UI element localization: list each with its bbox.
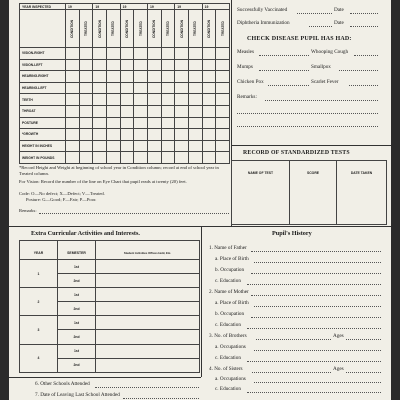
history-title: Pupil's History	[272, 230, 312, 237]
col-header-text: CONDITION	[179, 19, 184, 38]
column-header-row	[20, 10, 230, 48]
record-cell[interactable]	[120, 71, 134, 83]
condition-col-header	[93, 10, 107, 48]
year-cell: 3	[20, 316, 58, 344]
record-cell[interactable]	[188, 105, 202, 117]
record-cell[interactable]	[66, 140, 80, 152]
table-row	[20, 59, 230, 71]
record-cell[interactable]	[202, 117, 216, 129]
year-cell: 1	[20, 260, 58, 288]
record-cell[interactable]	[79, 152, 93, 164]
record-cell[interactable]	[175, 117, 189, 129]
row-label: WEIGHT IN POUNDS	[20, 152, 66, 164]
note-vision: For Vision: Record the number of the line on Eye Chart that pupil reads at twenty (20) feet.	[19, 179, 187, 184]
brothers-label: 3. No. of Brothers	[209, 333, 247, 339]
year-inspected-label: YEAR INSPECTED	[20, 4, 66, 10]
record-cell[interactable]	[216, 94, 230, 106]
record-cell[interactable]	[93, 94, 107, 106]
disease-remarks-label: Remarks:	[237, 94, 257, 100]
semester-cell: 1st	[58, 316, 96, 330]
record-cell[interactable]	[175, 140, 189, 152]
record-cell[interactable]	[106, 94, 120, 106]
record-cell[interactable]	[79, 105, 93, 117]
blank-corner	[20, 10, 66, 48]
record-cell[interactable]	[79, 117, 93, 129]
record-cell[interactable]	[134, 129, 148, 141]
record-cell[interactable]	[202, 152, 216, 164]
record-cell[interactable]	[175, 152, 189, 164]
record-cell[interactable]	[175, 48, 189, 60]
record-cell[interactable]	[66, 48, 80, 60]
record-cell[interactable]	[66, 59, 80, 71]
semester-cell: 1st	[58, 344, 96, 358]
treated-col-header	[216, 10, 230, 48]
condition-col-header	[147, 10, 161, 48]
record-cell[interactable]	[188, 152, 202, 164]
record-cell[interactable]	[120, 59, 134, 71]
table-row	[20, 71, 230, 83]
record-cell[interactable]	[161, 152, 175, 164]
year-col-header	[20, 241, 58, 260]
measles-label: Measles	[237, 49, 254, 55]
mother-label: 2. Name of Mother	[209, 289, 249, 295]
condition-col-header	[202, 10, 216, 48]
record-cell[interactable]	[161, 82, 175, 94]
record-cell[interactable]	[147, 129, 161, 141]
record-cell[interactable]	[161, 129, 175, 141]
record-cell[interactable]	[202, 71, 216, 83]
mother-education-label: c. Education	[215, 322, 241, 328]
record-card	[9, 0, 391, 400]
record-cell[interactable]	[216, 117, 230, 129]
record-cell[interactable]	[134, 82, 148, 94]
record-cell[interactable]	[66, 105, 80, 117]
record-cell[interactable]	[188, 48, 202, 60]
record-cell[interactable]	[120, 140, 134, 152]
row-label: HEARING-RIGHT	[20, 71, 66, 83]
chicken-pox-label: Chicken Pox	[237, 79, 264, 85]
extra-curricular-table	[19, 240, 200, 373]
record-cell[interactable]	[106, 129, 120, 141]
record-cell[interactable]	[66, 71, 80, 83]
row-label: HEARING-LEFT	[20, 82, 66, 94]
record-cell[interactable]	[188, 59, 202, 71]
record-cell[interactable]	[216, 152, 230, 164]
table-row	[20, 105, 230, 117]
col-header-text: CONDITION	[70, 19, 75, 38]
semester-cell: 2nd	[58, 302, 96, 316]
sisters-occupations-label: a. Occupations	[215, 376, 246, 382]
record-cell[interactable]	[93, 129, 107, 141]
record-cell[interactable]	[93, 48, 107, 60]
record-cell[interactable]	[106, 82, 120, 94]
record-cell[interactable]	[216, 82, 230, 94]
record-cell[interactable]	[120, 117, 134, 129]
note-posture: Posture: G—Good; F—Fair; P—Poor.	[26, 197, 97, 202]
record-cell[interactable]	[106, 105, 120, 117]
record-cell[interactable]	[202, 105, 216, 117]
record-cell[interactable]	[202, 48, 216, 60]
date-taken-column	[337, 161, 387, 225]
record-cell[interactable]	[93, 59, 107, 71]
record-cell[interactable]	[188, 129, 202, 141]
semester-cell: 1st	[58, 260, 96, 274]
semester-cell: 2nd	[58, 330, 96, 344]
sisters-label-2: 4. No. of Sisters	[209, 366, 243, 372]
record-cell[interactable]	[106, 140, 120, 152]
record-cell[interactable]	[161, 105, 175, 117]
semester-cell: 2nd	[58, 358, 96, 372]
record-cell[interactable]	[202, 82, 216, 94]
table-row	[20, 117, 230, 129]
table-row	[20, 129, 230, 141]
mother-birth-label: a. Place of Birth	[215, 300, 249, 306]
row-label: TEETH	[20, 94, 66, 106]
record-cell[interactable]	[216, 140, 230, 152]
year-cell: 2	[20, 288, 58, 316]
year-header-text: YEAR	[33, 251, 44, 255]
year-cell: 19	[93, 4, 120, 10]
record-cell[interactable]	[175, 82, 189, 94]
condition-col-header	[66, 10, 80, 48]
record-cell[interactable]	[79, 94, 93, 106]
record-cell[interactable]	[66, 152, 80, 164]
record-cell[interactable]	[134, 105, 148, 117]
record-cell[interactable]	[134, 117, 148, 129]
record-cell[interactable]	[216, 105, 230, 117]
brothers-occupations-label: a. Occupations	[215, 344, 246, 350]
record-cell[interactable]	[120, 94, 134, 106]
table-row	[20, 82, 230, 94]
activity-cell[interactable]	[96, 330, 200, 344]
year-cell: 19	[147, 4, 174, 10]
activity-cell[interactable]	[96, 316, 200, 330]
record-cell[interactable]	[93, 105, 107, 117]
record-cell[interactable]	[106, 117, 120, 129]
table-row	[20, 140, 230, 152]
smallpox-label: Smallpox	[311, 64, 331, 70]
date-taken-header: DATE TAKEN	[350, 171, 373, 175]
row-label: POSTURE	[20, 117, 66, 129]
record-cell[interactable]	[79, 82, 93, 94]
health-inspection-table	[19, 3, 230, 164]
activities-header-text: Student Activities Offices Held, Etc.	[123, 251, 172, 255]
record-cell[interactable]	[175, 71, 189, 83]
record-cell[interactable]	[147, 82, 161, 94]
record-cell[interactable]	[202, 140, 216, 152]
diphtheria-label: Diphtheria Immunization	[237, 20, 290, 26]
condition-col-header	[120, 10, 134, 48]
record-cell[interactable]	[120, 129, 134, 141]
record-cell[interactable]	[93, 140, 107, 152]
brothers-education-label: c. Education	[215, 355, 241, 361]
record-cell[interactable]	[161, 59, 175, 71]
record-cell[interactable]	[134, 152, 148, 164]
activity-row	[20, 260, 200, 274]
tests-table	[231, 160, 387, 225]
semester-header-text: SEMESTER	[67, 251, 86, 255]
treated-col-header	[134, 10, 148, 48]
test-name-header: NAME OF TEST	[247, 171, 274, 175]
treated-col-header	[161, 10, 175, 48]
record-cell[interactable]	[79, 59, 93, 71]
sisters-ages-label: Ages	[333, 366, 344, 372]
record-cell[interactable]	[202, 59, 216, 71]
year-cell: 4	[20, 344, 58, 372]
record-cell[interactable]	[134, 59, 148, 71]
record-cell[interactable]	[216, 59, 230, 71]
record-cell[interactable]	[175, 129, 189, 141]
record-cell[interactable]	[79, 129, 93, 141]
record-cell[interactable]	[202, 129, 216, 141]
father-label: 1. Name of Father	[209, 245, 247, 251]
record-cell[interactable]	[120, 105, 134, 117]
col-header-text: TREATED	[83, 21, 88, 36]
activity-cell[interactable]	[96, 274, 200, 288]
row-label: VISION-LEFT	[20, 59, 66, 71]
record-cell[interactable]	[93, 82, 107, 94]
record-cell[interactable]	[175, 105, 189, 117]
record-cell[interactable]	[147, 94, 161, 106]
record-cell[interactable]	[161, 117, 175, 129]
record-cell[interactable]	[106, 48, 120, 60]
vaccinated-date-label: Date	[334, 7, 344, 13]
extra-title: Extra Curricular Activities and Interests.	[31, 230, 140, 237]
record-cell[interactable]	[134, 71, 148, 83]
table-row	[20, 152, 230, 164]
record-cell[interactable]	[147, 71, 161, 83]
father-occupation-label: b. Occupation	[215, 267, 245, 273]
score-column	[290, 161, 337, 225]
record-cell[interactable]	[161, 48, 175, 60]
mumps-label: Mumps	[237, 64, 253, 70]
year-cell: 19	[202, 4, 229, 10]
col-header-text: CONDITION	[206, 19, 211, 38]
col-header-text: TREATED	[138, 21, 143, 36]
note-record: *Record Height and Weight at beginning of school year in Condition column; record at end of school year in Treated column.	[19, 165, 219, 176]
year-cell: 19	[175, 4, 202, 10]
record-cell[interactable]	[147, 140, 161, 152]
mother-occupation-label: b. Occupation	[215, 311, 245, 317]
condition-col-header	[175, 10, 189, 48]
other-schools-label: 6. Other Schools Attended	[35, 381, 90, 387]
record-cell[interactable]	[147, 48, 161, 60]
col-header-text: CONDITION	[152, 19, 157, 38]
record-cell[interactable]	[147, 117, 161, 129]
remarks-label: Remarks:	[19, 208, 37, 213]
disease-title: CHECK DISEASE PUPIL HAS HAD:	[247, 36, 352, 42]
brothers-ages-label: Ages	[333, 333, 344, 339]
table-row	[20, 94, 230, 106]
activity-row	[20, 288, 200, 302]
leaving-date-label: 7. Date of Leaving Last School Attended	[35, 392, 120, 398]
sisters-education-label: c. Education	[215, 386, 241, 392]
activity-row	[20, 344, 200, 358]
record-cell[interactable]	[188, 82, 202, 94]
col-header-text: CONDITION	[124, 19, 129, 38]
record-cell[interactable]	[134, 94, 148, 106]
vaccinated-label: Successfully Vaccinated	[237, 7, 288, 13]
row-label: *GROWTH	[20, 129, 66, 141]
record-cell[interactable]	[188, 117, 202, 129]
record-cell[interactable]	[216, 129, 230, 141]
record-cell[interactable]	[66, 129, 80, 141]
diphtheria-date-label: Date	[334, 20, 344, 26]
row-label: VISION-RIGHT	[20, 48, 66, 60]
note-code: Code: O—No defect; X—Defect; V—Treated.	[19, 191, 105, 196]
score-header: SCORE	[306, 171, 320, 175]
record-cell[interactable]	[66, 82, 80, 94]
tests-title: RECORD OF STANDARDIZED TESTS	[243, 150, 350, 156]
record-cell[interactable]	[147, 59, 161, 71]
activity-cell[interactable]	[96, 358, 200, 372]
record-cell[interactable]	[134, 140, 148, 152]
activity-cell[interactable]	[96, 344, 200, 358]
record-cell[interactable]	[147, 105, 161, 117]
col-header-text: TREATED	[165, 21, 170, 36]
record-cell[interactable]	[66, 117, 80, 129]
scarlet-fever-label: Scarlet Fever	[311, 79, 339, 85]
record-cell[interactable]	[175, 94, 189, 106]
record-cell[interactable]	[120, 48, 134, 60]
record-cell[interactable]	[106, 59, 120, 71]
year-cell: 19	[66, 4, 93, 10]
record-cell[interactable]	[120, 82, 134, 94]
record-cell[interactable]	[202, 94, 216, 106]
activity-cell[interactable]	[96, 302, 200, 316]
row-label: HEIGHT IN INCHES	[20, 140, 66, 152]
record-cell[interactable]	[93, 152, 107, 164]
record-cell[interactable]	[188, 140, 202, 152]
record-cell[interactable]	[93, 117, 107, 129]
col-header-text: TREATED	[220, 21, 225, 36]
activity-row	[20, 316, 200, 330]
semester-col-header	[58, 241, 96, 260]
record-cell[interactable]	[134, 48, 148, 60]
treated-col-header	[188, 10, 202, 48]
semester-cell: 2nd	[58, 274, 96, 288]
col-header-text: TREATED	[111, 21, 116, 36]
test-name-column	[232, 161, 290, 225]
record-cell[interactable]	[120, 152, 134, 164]
year-cell: 19	[120, 4, 147, 10]
record-cell[interactable]	[188, 94, 202, 106]
whooping-label: Whooping Cough	[311, 49, 349, 55]
record-cell[interactable]	[188, 71, 202, 83]
activity-cell[interactable]	[96, 260, 200, 274]
table-row	[20, 48, 230, 60]
record-cell[interactable]	[216, 48, 230, 60]
record-cell[interactable]	[147, 152, 161, 164]
record-cell[interactable]	[106, 71, 120, 83]
record-cell[interactable]	[175, 59, 189, 71]
activities-col-header	[96, 241, 200, 260]
col-header-text: CONDITION	[97, 19, 102, 38]
father-birth-label: a. Place of Birth	[215, 256, 249, 262]
father-education-label: c. Education	[215, 278, 241, 284]
record-cell[interactable]	[79, 140, 93, 152]
row-label: THROAT	[20, 105, 66, 117]
treated-col-header	[106, 10, 120, 48]
record-cell[interactable]	[79, 48, 93, 60]
col-header-text: TREATED	[193, 21, 198, 36]
record-cell[interactable]	[161, 140, 175, 152]
record-cell[interactable]	[93, 71, 107, 83]
record-cell[interactable]	[216, 71, 230, 83]
record-cell[interactable]	[66, 94, 80, 106]
activity-cell[interactable]	[96, 288, 200, 302]
record-cell[interactable]	[79, 71, 93, 83]
treated-col-header	[79, 10, 93, 48]
record-cell[interactable]	[106, 152, 120, 164]
record-cell[interactable]	[161, 94, 175, 106]
semester-cell: 1st	[58, 288, 96, 302]
record-cell[interactable]	[161, 71, 175, 83]
